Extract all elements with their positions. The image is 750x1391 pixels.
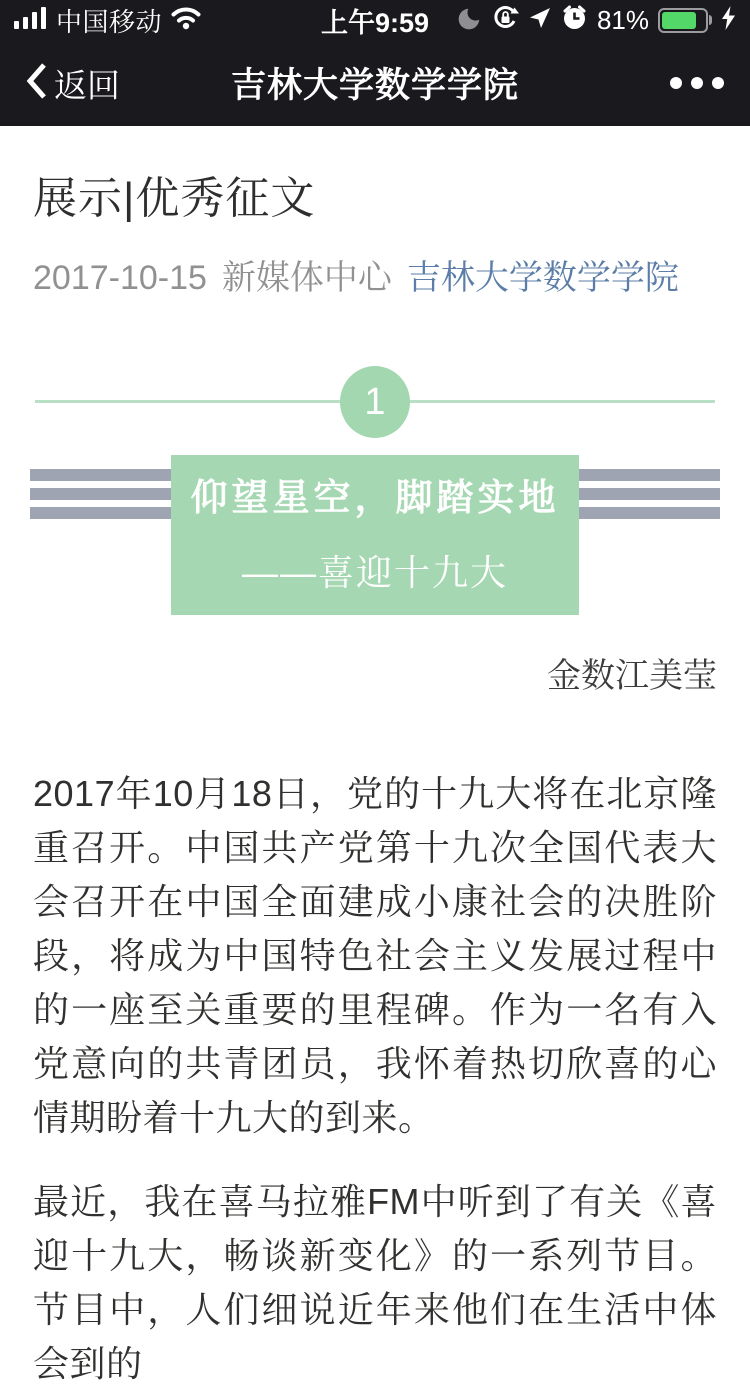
back-button[interactable] — [24, 60, 120, 107]
more-dots-icon — [670, 77, 682, 89]
alarm-icon — [561, 4, 588, 36]
author-name: 新媒体中心 — [221, 259, 392, 297]
paragraph: 最近，我在喜马拉雅FM中听到了有关《喜迎十九大，畅谈新变化》的一系列节目。节目中，人们细说近年来他们在生活中体会到的 — [33, 1181, 717, 1384]
battery-percent-label: 81% — [596, 4, 649, 35]
status-bar — [0, 0, 750, 40]
back-label: 返回 — [54, 66, 120, 104]
nav-bar — [0, 40, 750, 126]
status-left — [14, 2, 202, 39]
header — [0, 0, 750, 126]
section-divider — [33, 366, 717, 438]
banner-section — [33, 455, 717, 615]
article-content — [0, 172, 750, 1391]
more-button[interactable] — [668, 67, 726, 99]
banner-subtitle: ——喜迎十九大 — [241, 552, 508, 593]
status-right — [457, 4, 736, 36]
back-chevron-icon — [24, 61, 48, 106]
carrier-label: 中国移动 — [56, 6, 163, 37]
article-meta — [33, 256, 717, 300]
rotation-lock-icon — [492, 4, 519, 36]
battery-icon — [658, 8, 712, 33]
wifi-icon — [170, 5, 202, 35]
moon-icon — [457, 5, 483, 36]
account-link[interactable]: 吉林大学数学学院 — [406, 259, 679, 297]
article-title: 展示|优秀征文 — [33, 174, 316, 223]
banner-card — [171, 455, 579, 615]
page-title: 吉林大学数学学院 — [230, 66, 519, 105]
byline: 金数江美莹 — [547, 657, 717, 695]
clock-time: 上午9:59 — [320, 7, 430, 38]
location-arrow-icon — [528, 6, 552, 35]
banner-title: 仰望星空，脚踏实地 — [190, 477, 560, 518]
signal-bars-icon — [14, 6, 48, 35]
publish-date: 2017-10-15 — [33, 259, 207, 297]
paragraph: 2017年10月18日，党的十九大将在北京隆重召开。中国共产党第十九次全国代表大会召开在中国全面建成小康社会的决胜阶段，将成为中国特色社会主义发展过程中的一座至关重要的里程碑。作为一名有入党意向的共青团员，我怀着热切欣喜的心情期盼着十九大的到来。 — [33, 773, 717, 1138]
section-number-badge: 1 — [340, 366, 410, 438]
charging-bolt-icon — [721, 6, 736, 35]
article-body — [33, 767, 717, 1391]
